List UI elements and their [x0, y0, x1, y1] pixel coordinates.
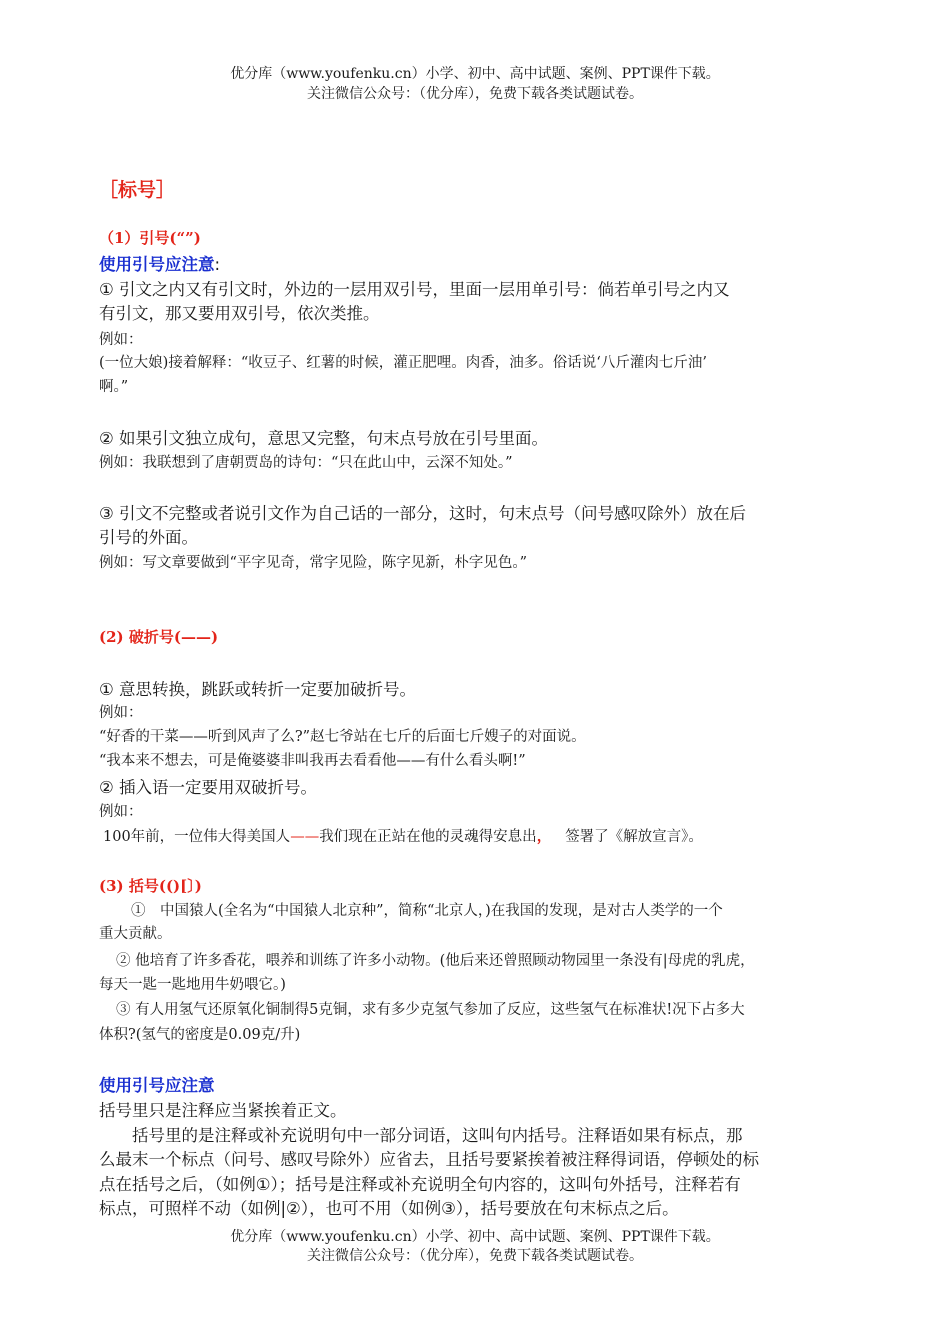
bracket-example-2-line-1: ② 他培育了许多香花，喂养和训练了许多小动物。(他后来还曾照顾动物园里一条没有|母虎的乳虎，	[116, 953, 755, 969]
bracket-paragraph-2-line-1: 括号里的是注释或补充说明句中一部分词语，这叫句内括号。注释语如果有标点，那	[99, 1126, 743, 1145]
bracket-paragraph-2-line-4: 标点，可照样不动（如例|②），也可不用（如例③），括号要放在句末标点之后。	[99, 1199, 679, 1218]
dash-rule-1: ① 意思转换，跳跃或转折一定要加破折号。	[99, 680, 417, 699]
dash-example-2: “我本来不想去，可是俺婆婆非叫我再去看看他——有什么看头啊!”	[99, 753, 526, 769]
dash-example-3	[103, 825, 703, 846]
dash-example-3-comma: ，	[536, 828, 552, 845]
dash-example-3-dash: ——	[290, 829, 320, 845]
bracket-example-2-line-2: 每天一匙一匙地用牛奶喂它。)	[99, 977, 286, 993]
example-label: 例如：	[99, 705, 143, 721]
bracket-example-3-line-2: 体积?(氢气的密度是0.09克/升)	[99, 1027, 301, 1043]
section-3-heading: (3) 括号(()[〕)	[99, 877, 202, 895]
section-2-heading: (2) 破折号(——)	[99, 628, 219, 646]
rule-1-line-2: 有引文，那又要用双引号，依次类推。	[99, 304, 380, 323]
example-2: 例如：我联想到了唐朝贾岛的诗句：“只在此山中，云深不知处。”	[99, 455, 513, 471]
example-3: 例如：写文章要做到“平字见奇，常字见险，陈字见新，朴字见色。”	[99, 555, 528, 571]
bracket-example-1-line-1: ① 中国猿人(全名为“中国猿人北京种”，简称“北京人，)在我国的发现，是对古人类学的一个	[131, 903, 723, 919]
section-1-note-colon: :	[214, 255, 221, 274]
bracket-example-1-line-2: 重大贡献。	[99, 926, 172, 942]
example-label: 例如：	[99, 804, 143, 820]
page-title: ［标号］	[99, 179, 176, 201]
section-1-note-text: 使用引号应注意	[99, 255, 215, 274]
page-footer-line-2: 关注微信公众号：（优分库），免费下载各类试题试卷。	[307, 1248, 643, 1264]
section-1-heading: （1）引号(“”)	[99, 229, 201, 247]
page-header-line-1: 优分库（www.youfenku.cn）小学、初中、高中试题、案例、PPT课件下载。	[230, 66, 720, 82]
example-1-line-2: 啊。”	[99, 379, 129, 395]
dash-example-1: “好香的干菜——听到风声了么?”赵七爷站在七斤的后面七斤嫂子的对面说。	[99, 729, 586, 745]
rule-2: ② 如果引文独立成句，意思又完整，句末点号放在引号里面。	[99, 429, 549, 448]
bracket-example-3-line-1: ③ 有人用氢气还原氧化铜制得5克铜，求有多少克氢气参加了反应，这些氢气在标准状!况下占多大	[116, 1002, 745, 1018]
dash-rule-2: ② 插入语一定要用双破折号。	[99, 778, 318, 797]
dash-example-3-part-a: 100年前，一位伟大得美国人	[103, 829, 291, 845]
rule-3-line-2: 引号的外面。	[99, 528, 198, 547]
bracket-paragraph-2-line-3: 点在括号之后，（如例①）；括号是注释或补充说明全句内容的，这叫句外括号，注释若有	[99, 1175, 741, 1194]
page-header-line-2: 关注微信公众号：（优分库），免费下载各类试题试卷。	[307, 86, 643, 102]
rule-3-line-1: ③ 引文不完整或者说引文作为自己话的一部分，这时，句末点号（问号感叹除外）放在后	[99, 504, 747, 523]
rule-1-line-1: ① 引文之内又有引文时，外边的一层用双引号，里面一层用单引号：倘若单引号之内又	[99, 280, 730, 299]
page-footer-line-1: 优分库（www.youfenku.cn）小学、初中、高中试题、案例、PPT课件下载。	[230, 1229, 720, 1245]
dash-example-3-part-b: 我们现在正站在他的灵魂得安息出	[319, 829, 537, 845]
section-3-note-heading: 使用引号应注意	[99, 1076, 215, 1095]
example-label: 例如：	[99, 332, 143, 348]
dash-example-3-part-c: 签署了《解放宣言》。	[565, 829, 703, 845]
example-1-line-1: (一位大娘)接着解释：“收豆子、红薯的时候，灌正肥哩。肉香，油多。俗话说‘八斤灌肉七斤油’	[99, 355, 707, 371]
bracket-paragraph-1: 括号里只是注释应当紧挨着正文。	[99, 1101, 347, 1120]
section-1-note-heading	[99, 251, 220, 275]
bracket-paragraph-2-line-2: 么最末一个标点（问号、感叹号除外）应省去，且括号要紧挨着被注释得词语，停顿处的标	[99, 1150, 759, 1169]
